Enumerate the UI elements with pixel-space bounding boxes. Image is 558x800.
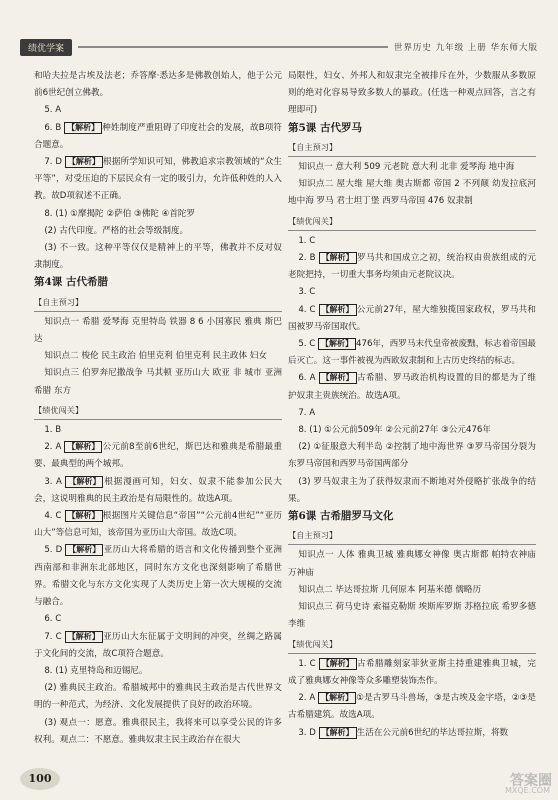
answer-paragraph: [34, 508, 282, 542]
watermark-logo: 答案圈: [510, 773, 552, 789]
answer-paragraph: [288, 250, 536, 284]
header-rule: [78, 46, 388, 48]
text-paragraph: 8. (1) ①摩揭陀 ②萨伯 ③佛陀 ④首陀罗: [44, 208, 196, 219]
left-column: [34, 68, 282, 749]
answer-number: 6. A: [298, 373, 319, 384]
analysis-label: 【解析】: [319, 304, 357, 316]
answer-number: 7. D: [44, 157, 65, 168]
section-tag: 【绩优闯关】: [34, 402, 282, 420]
answer-paragraph: [288, 370, 536, 404]
text-paragraph: 知识点一 人体 雅典卫城 雅典娜女神像 奥古斯都 帕特农神庙 万神庙: [288, 550, 536, 578]
section-tag: 【自主预习】: [288, 139, 536, 157]
answer-number: 7. C: [44, 631, 65, 642]
book-info: 世界历史 九年级 上册 华东师大版: [393, 43, 538, 53]
analysis-label: 【解析】: [319, 727, 357, 739]
analysis-text: 种姓制度严重阻碍了印度社会的发展，故B项符合题意。: [34, 122, 282, 150]
text-paragraph: (2) 雅典民主政治。希腊城邦中的雅典民主政治是古代世界文明的一种范式，为经济、文化发展提供了良好的政治环境。: [34, 683, 282, 711]
text-paragraph: 7. A: [298, 407, 316, 418]
answer-paragraph: [288, 725, 536, 742]
answer-paragraph: [34, 154, 282, 206]
answer-number: 5. D: [44, 545, 66, 556]
analysis-text: 根据漫画可知，妇女、奴隶不能参加公民大会，这说明雅典的民主政治是有局限性的。故选A项。: [34, 476, 282, 504]
analysis-text: 476年，西罗马末代皇帝被废黜，标志着帝国最后灭亡。这一事件被视为西欧奴隶制和上古历史终结的标志。: [288, 339, 536, 367]
analysis-text: 亚历山大东征属于文明间的冲突，丝绸之路属于文化间的交流，故C项符合题意。: [34, 631, 282, 659]
page-number: 100: [20, 768, 60, 790]
text-paragraph: 知识点二 屋大维 屋大维 奥古斯都 帝国 2 不列颠 幼发拉底河 地中海 罗马 君士坦丁堡 西罗马帝国 476 奴隶制: [288, 179, 536, 207]
analysis-label: 【解析】: [319, 252, 357, 264]
text-paragraph: 知识点二 梭伦 民主政治 伯里克利 伯里克利 民主政体 妇女: [44, 351, 267, 362]
analysis-text: 古希腊、罗马政治机构设置的目的都是为了维护奴隶主贵族统治。故选A项。: [288, 373, 536, 401]
analysis-label: 【解析】: [65, 544, 103, 556]
analysis-label: 【解析】: [64, 122, 102, 134]
section-tag-row: [288, 634, 536, 656]
answer-number: 4. C: [44, 511, 65, 522]
text-paragraph: 知识点三 荷马史诗 索福克勒斯 埃斯库罗斯 苏格拉底 希罗多德 李维: [288, 602, 536, 630]
analysis-label: 【解析】: [318, 692, 356, 704]
text-paragraph: (2) 古代印度。严格的社会等级制度。: [44, 225, 189, 236]
answer-number: 2. B: [298, 253, 319, 264]
section-tag-row: [288, 211, 536, 233]
answer-paragraph: [34, 542, 282, 611]
lesson-heading: 第5课 古代罗马: [288, 121, 362, 134]
lesson-heading: 第4课 古代希腊: [34, 276, 108, 289]
analysis-text: 亚历山大将希腊的语言和文化传播到整个亚洲西南部和非洲东北部地区，同时东方文化也深刻影响了希腊世界。希腊文化与东方文化实现了人类历史上第一次大规模的交流与融合。: [34, 545, 282, 608]
answer-number: 2. A: [298, 693, 319, 704]
lesson-heading: 第6课 古希腊罗马文化: [288, 510, 394, 523]
text-paragraph: 知识点一 意大利 509 元老院 意大利 北非 爱琴海 地中海: [298, 162, 515, 173]
answer-number: 1. C: [298, 658, 319, 669]
answer-number: 3. A: [44, 476, 66, 487]
text-paragraph: 3. C: [298, 287, 316, 298]
text-paragraph: 6. C: [44, 614, 62, 625]
brand-label: 绩优学案: [20, 39, 72, 56]
text-paragraph: 局限性，妇女、外邦人和奴隶完全被排斥在外，少数服从多数原则的绝对化容易导致多数人的暴政。(任选一种观点回答，言之有理即可): [288, 71, 536, 116]
analysis-label: 【解析】: [65, 476, 103, 488]
text-paragraph: 8. (1) 克里特岛和迈锡尼。: [44, 665, 148, 676]
analysis-label: 【解析】: [65, 631, 103, 643]
answer-paragraph: [34, 629, 282, 663]
text-paragraph: 知识点二 毕达哥拉斯 几何原本 阿基米德 儒略历: [298, 584, 482, 595]
section-tag: 【自主预习】: [288, 527, 536, 545]
page-header: [20, 38, 538, 56]
text-paragraph: 1. B: [44, 425, 62, 436]
analysis-label: 【解析】: [65, 510, 103, 522]
answer-paragraph: [288, 690, 536, 724]
section-tag-row: [288, 137, 536, 159]
answer-paragraph: [34, 474, 282, 508]
text-paragraph: 5. A: [44, 105, 62, 116]
section-tag: 【绩优闯关】: [288, 636, 536, 654]
text-paragraph: 8. (1) ①公元前509年 ②公元前27年 ③公元476年: [298, 425, 491, 436]
text-paragraph: 1. C: [298, 235, 316, 246]
analysis-label: 【解析】: [319, 658, 357, 670]
text-paragraph: 知识点一 希腊 爱琴海 克里特岛 铁器 8 6 小国寡民 雅典 斯巴达: [34, 316, 282, 345]
text-paragraph: (3) 罗马奴隶主为了获得奴隶而不断地对外侵略扩张战争的结果。: [288, 476, 536, 504]
analysis-text: 根据图片关键信息“帝国”“公元前4世纪”“亚历山大”等信息可知，该帝国为亚历山大帝国。故选C项。: [34, 511, 282, 539]
analysis-label: 【解析】: [64, 441, 102, 453]
answer-paragraph: [288, 656, 536, 690]
answer-paragraph: [288, 336, 536, 370]
answer-number: 3. D: [298, 727, 319, 738]
section-tag: 【自主预习】: [34, 294, 282, 312]
text-paragraph: 和哈夫拉是古埃及法老；乔答摩·悉达多是佛教创始人，他于公元前6世纪创立佛教。: [34, 71, 282, 99]
analysis-text: 古希腊雕刻家菲狄亚斯主持重建雅典卫城，完成了雅典娜女神像等众多雕塑装饰杰作。: [288, 658, 536, 686]
right-column: [288, 68, 536, 742]
watermark-site: MXQE.COM: [504, 786, 550, 795]
text-paragraph: (3) 不一致。这种平等仅仅是精神上的平等，佛教并不反对奴隶制度。: [34, 243, 282, 271]
section-tag-row: [288, 525, 536, 547]
answer-number: 6. B: [44, 122, 65, 133]
section-tag-row: [34, 400, 282, 422]
analysis-label: 【解析】: [65, 156, 103, 168]
answer-paragraph: [34, 120, 282, 154]
analysis-label: 【解析】: [319, 372, 357, 384]
analysis-label: 【解析】: [318, 338, 356, 350]
analysis-text: 公元前8至前6世纪，斯巴达和雅典是希腊最重要、最典型的两个城邦。: [34, 442, 282, 470]
analysis-text: 根据所学知识可知，佛教追求宗教领域的“众生平等”，对受压迫的下层民众有一定的吸引力，允许低种姓的人入教。故D项叙述不正确。: [34, 157, 283, 202]
text-paragraph: (3) 观点一：愿意。雅典很民主，我将来可以享受公民的许多权利。观点二：不愿意。雅典奴隶主民主政治存在很大: [34, 717, 282, 745]
answer-number: 5. C: [298, 339, 319, 350]
section-tag-row: [34, 292, 282, 314]
analysis-text: 生活在公元前6世纪的毕达哥拉斯，将数: [356, 727, 509, 738]
answer-paragraph: [288, 302, 536, 336]
answer-number: 2. A: [44, 442, 65, 453]
section-tag: 【绩优闯关】: [288, 213, 536, 231]
text-paragraph: 知识点三 伯罗奔尼撒战争 马其顿 亚历山大 欧亚 非 城市 亚洲 希腊 东方: [34, 368, 282, 396]
text-paragraph: (2) ①征服意大利半岛 ②控制了地中海世界 ③罗马帝国分裂为东罗马帝国和西罗马帝国两部分: [288, 442, 536, 470]
answer-paragraph: [34, 439, 282, 473]
analysis-text: 公元前27年，屋大维独揽国家政权，罗马共和国被罗马帝国取代。: [288, 304, 537, 332]
answer-number: 4. C: [298, 304, 319, 315]
analysis-text: ①是古罗马斗兽场，③是古埃及金字塔，②③是古希腊建筑。故选A项。: [288, 693, 536, 721]
analysis-text: 罗马共和国成立之初，统治权由贵族组成的元老院把持，一切重大事务均须由元老院议决。: [288, 253, 536, 281]
